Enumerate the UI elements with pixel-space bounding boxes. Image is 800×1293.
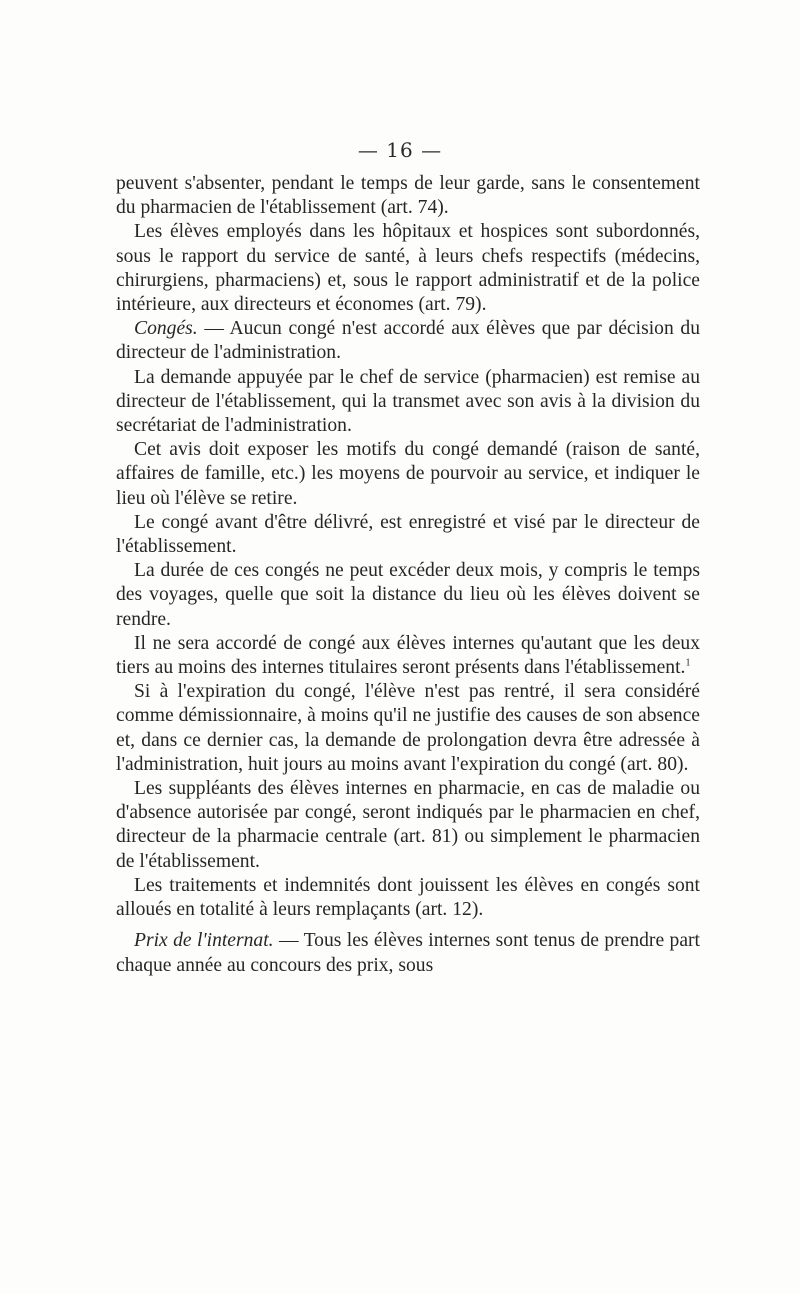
section-heading-conges: Congés.	[134, 318, 198, 340]
paragraph-6: Le congé avant d'être délivré, est enregistré et visé par le directeur de l'établissement.	[116, 511, 700, 558]
paragraph-8: Il ne sera accordé de congé aux élèves internes qu'autant que les deux tiers au moins des internes titulaires seront présents dans l'établissement.$^1$	[116, 632, 700, 679]
page-number: — 16 —	[357, 138, 443, 162]
paragraph-conges: Congés. — Aucun congé n'est accordé aux élèves que par décision du directeur de l'administration.	[116, 318, 700, 364]
paragraph-2: Les élèves employés dans les hôpitaux et hospices sont subordonnés, sous le rapport du service de santé, à leurs chefs respectifs (médecins, chirurgiens, pharmaciens) et, sous le rapport administratif et de la police intérieure, aux directeurs et économes (art. 79).	[116, 221, 700, 316]
paragraph-5: Cet avis doit exposer les motifs du congé demandé (raison de santé, affaires de famille, etc.) les moyens de pourvoir au service, et indiquer le lieu où l'élève se retire.	[116, 439, 700, 509]
paragraph-11: Les traitements et indemnités dont jouissent les élèves en congés sont alloués en totalité à leurs remplaçants (art. 12).	[116, 874, 700, 921]
paragraph-9: Si à l'expiration du congé, l'élève n'est pas rentré, il sera considéré comme démissionnaire, à moins qu'il ne justifie des causes de son absence et, dans ce dernier cas, la demande de prolongation devra être adressée à l'administration, huit jours au moins avant l'expiration du congé (art. 80).	[116, 681, 700, 775]
section-heading-prix: Prix de l'internat.	[134, 930, 274, 952]
paragraph-4: La demande appuyée par le chef de service (pharmacien) est remise au directeur de l'établissement, qui la transmet avec son avis à la division du secrétariat de l'administration.	[116, 366, 700, 437]
paragraph-7: La durée de ces congés ne peut excéder deux mois, y compris le temps des voyages, quelle que soit la distance du lieu où les élèves doivent se rendre.	[116, 560, 700, 630]
paragraph-prix: Prix de l'internat. — Tous les élèves internes sont tenus de prendre part chaque année au concours des prix, sous	[116, 930, 700, 976]
paragraph-1: peuvent s'absenter, pendant le temps de leur garde, sans le consentement du pharmacien de l'établissement (art. 74).	[116, 173, 700, 219]
footnote-mark: 1	[685, 657, 691, 669]
paragraph-10: Les suppléants des élèves internes en pharmacie, en cas de maladie ou d'absence autorisée par congé, seront indiqués par le pharmacien en chef, directeur de la pharmacie centrale (art. 81) ou simplement le pharmacien de l'établissement.	[116, 778, 700, 872]
body-text	[116, 172, 700, 978]
